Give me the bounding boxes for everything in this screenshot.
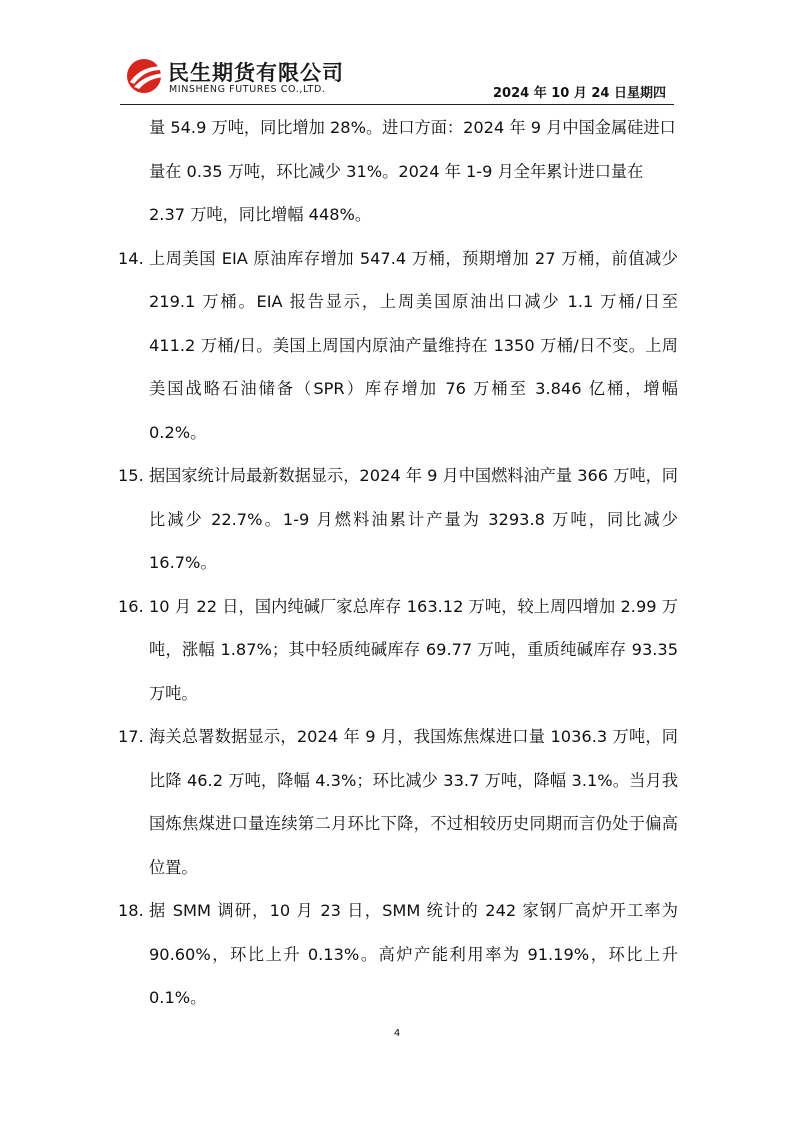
list-item-text: 上周美国 EIA 原油库存增加 547.4 万桶，预期增加 27 万桶，前值减少 219.1 万桶。EIA 报告显示，上周美国原油出口减少 1.1 万桶/日至 411.2 万桶/日。美国上周国内原油产量维持在 1350 万桶/日不变。上周美国战略石油储备（SPR）库存增加 76 万桶至 3.846 亿桶，增幅 0.2%。 <box>149 248 678 442</box>
list-item-14 <box>118 237 678 455</box>
list-item-text: 据 SMM 调研，10 月 23 日，SMM 统计的 242 家钢厂高炉开工率为 90.60%，环比上升 0.13%。高炉产能利用率为 91.19%，环比上升 0.1%。 <box>149 901 678 1007</box>
list-item-number: 16. <box>118 596 144 616</box>
list-item-text: 据国家统计局最新数据显示，2024 年 9 月中国燃料油产量 366 万吨，同比减少 22.7%。1-9 月燃料油累计产量为 3293.8 万吨，同比减少 16.7%。 <box>149 466 678 572</box>
list-item-number: 18. <box>118 901 144 920</box>
company-name-en: MINSHENG FUTURES CO.,LTD. <box>169 84 326 95</box>
list-item-16 <box>118 585 678 716</box>
minsheng-logo-icon <box>124 56 168 96</box>
list-item-number: 17. <box>118 727 144 746</box>
page-header <box>120 52 674 104</box>
list-item-17 <box>118 715 678 889</box>
list-item-18 <box>118 889 678 1020</box>
list-item-15 <box>118 454 678 585</box>
company-name-cn: 民生期货有限公司 <box>168 61 344 85</box>
continuation-paragraph: 量 54.9 万吨，同比增加 28%。进口方面：2024 年 9 月中国金属硅进口量在 0.35 万吨，环比减少 31%。2024 年 1-9 月全年累计进口量在 2.37 万吨，同比增幅 448%。 <box>149 118 676 224</box>
page-number: 4 <box>393 1028 401 1039</box>
header-divider <box>120 104 674 105</box>
list-item-text: 10 月 22 日，国内纯碱厂家总库存 163.12 万吨，较上周四增加 2.99 万吨，涨幅 1.87%；其中轻质纯碱库存 69.77 万吨，重质纯碱库存 93.35 万吨。 <box>149 596 678 703</box>
document-body <box>118 106 678 1020</box>
report-date: 2024 年 10 月 24 日星期四 <box>493 86 666 101</box>
list-item-text: 海关总署数据显示，2024 年 9 月，我国炼焦煤进口量 1036.3 万吨，同比降 46.2 万吨，降幅 4.3%；环比减少 33.7 万吨，降幅 3.1%。当月我国炼焦煤进口量连续第二月环比下降，不过相较历史同期而言仍处于偏高位置。 <box>149 727 678 877</box>
list-item-number: 14. <box>118 248 144 268</box>
list-item-number: 15. <box>118 466 144 485</box>
